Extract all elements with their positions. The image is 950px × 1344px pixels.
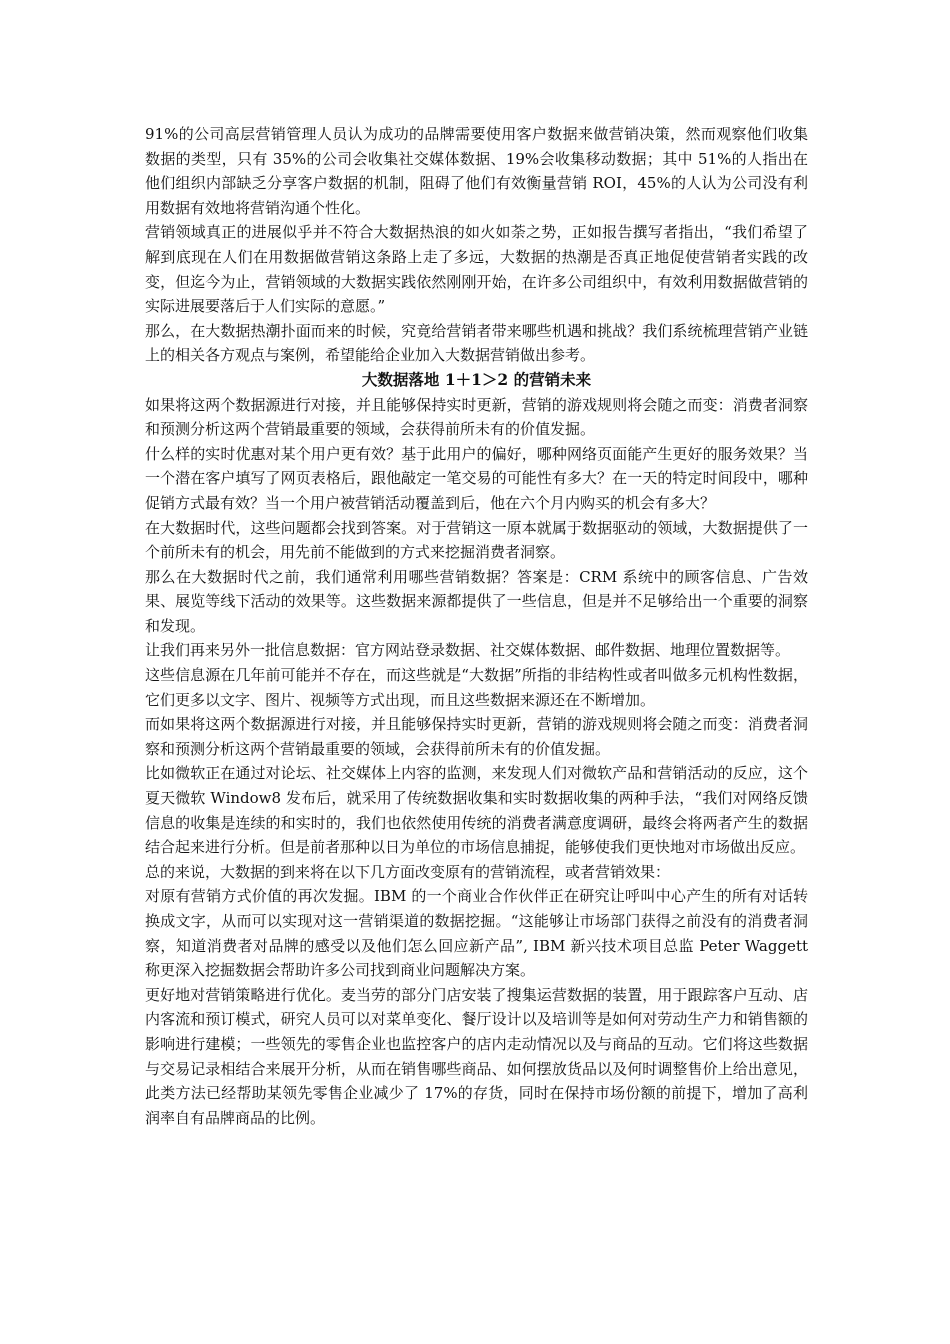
- paragraph-body-4: 那么在大数据时代之前，我们通常利用哪些营销数据？答案是：CRM 系统中的顾客信息、广告效果、展览等线下活动的效果等。这些数据来源都提供了一些信息，但是并不足够给出一个重要的洞察和发现。: [145, 567, 808, 635]
- section-heading: 大数据落地 1＋1＞2 的营销未来: [361, 369, 592, 389]
- paragraph-intro-2: 营销领域真正的进展似乎并不符合大数据热浪的如火如荼之势，正如报告撰写者指出，“我们希望了解到底现在人们在用数据做营销这条路上走了多远，大数据的热潮是否真正地促使营销者实践的改变，但迄今为止，营销领域的大数据实践依然刚刚开始，在许多公司组织中，有效利用数据做营销的实际进展要落后于人们实际的意愿。”: [145, 223, 808, 316]
- paragraph-body-5: 让我们再来另外一批信息数据：官方网站登录数据、社交媒体数据、邮件数据、地理位置数据等。: [145, 641, 791, 660]
- paragraph-body-10: 对原有营销方式价值的再次发掘。IBM 的一个商业合作伙伴正在研究让呼叫中心产生的所有对话转换成文字，从而可以实现对这一营销渠道的数据挖掘。“这能够让市场部门获得之前没有的消费者洞察，知道消费者对品牌的感受以及他们怎么回应新产品”, IBM 新兴技术项目总监 Peter Waggett 称更深入挖掘数据会帮助许多公司找到商业问题解决方案。: [145, 887, 808, 980]
- document-body: [145, 122, 808, 1130]
- paragraph-body-7: 而如果将这两个数据源进行对接，并且能够保持实时更新，营销的游戏规则将会随之而变：消费者洞察和预测分析这两个营销最重要的领域，会获得前所未有的价值发掘。: [145, 715, 808, 758]
- paragraph-body-9: 总的来说，大数据的到来将在以下几方面改变原有的营销流程，或者营销效果：: [145, 862, 671, 881]
- paragraph-body-1: 如果将这两个数据源进行对接，并且能够保持实时更新，营销的游戏规则将会随之而变：消费者洞察和预测分析这两个营销最重要的领域，会获得前所未有的价值发掘。: [145, 395, 808, 439]
- paragraph-intro-3: 那么，在大数据热潮扑面而来的时候，究竟给营销者带来哪些机遇和挑战？我们系统梳理营销产业链上的相关各方观点与案例，希望能给企业加入大数据营销做出参考。: [145, 321, 808, 365]
- paragraph-body-11: 更好地对营销策略进行优化。麦当劳的部分门店安装了搜集运营数据的装置，用于跟踪客户互动、店内客流和预订模式，研究人员可以对菜单变化、餐厅设计以及培训等是如何对劳动生产力和销售额的影响进行建模；一些领先的零售企业也监控客户的店内走动情况以及与商品的互动。它们将这些数据与交易记录相结合来展开分析，从而在销售哪些商品、如何摆放货品以及何时调整售价上给出意见，此类方法已经帮助某领先零售企业减少了 17%的存货，同时在保持市场份额的前提下，增加了高利润率自有品牌商品的比例。: [145, 985, 808, 1127]
- paragraph-body-3: 在大数据时代，这些问题都会找到答案。对于营销这一原本就属于数据驱动的领域，大数据提供了一个前所未有的机会，用先前不能做到的方式来挖掘消费者洞察。: [145, 518, 808, 562]
- paragraph-body-6: 这些信息源在几年前可能并不存在，而这些就是“大数据”所指的非结构性或者叫做多元机构性数据，它们更多以文字、图片、视频等方式出现，而且这些数据来源还在不断增加。: [145, 666, 808, 709]
- paragraph-body-2: 什么样的实时优惠对某个用户更有效？基于此用户的偏好，哪种网络页面能产生更好的服务效果？当一个潜在客户填写了网页表格后，跟他敲定一笔交易的可能性有多大？在一天的特定时间段中，哪种促销方式最有效？当一个用户被营销活动覆盖到后，他在六个月内购买的机会有多大？: [145, 444, 808, 512]
- paragraph-body-8: 比如微软正在通过对论坛、社交媒体上内容的监测，来发现人们对微软产品和营销活动的反应，这个夏天微软 Window8 发布后，就采用了传统数据收集和实时数据收集的两种手法，“我们对网络反馈信息的收集是连续的和实时的，我们也依然使用传统的消费者满意度调研，最终会将两者产生的数据结合起来进行分析。但是前者那种以日为单位的市场信息捕捉，能够使我们更快地对市场做出反应。: [145, 764, 808, 857]
- paragraph-intro-1: 91%的公司高层营销管理人员认为成功的品牌需要使用客户数据来做营销决策，然而观察他们收集数据的类型，只有 35%的公司会收集社交媒体数据、19%会收集移动数据；其中 51%的人指出在他们组织内部缺乏分享客户数据的机制，阻碍了他们有效衡量营销 ROI，45%的人认为公司没有利用数据有效地将营销沟通个性化。: [145, 125, 808, 217]
